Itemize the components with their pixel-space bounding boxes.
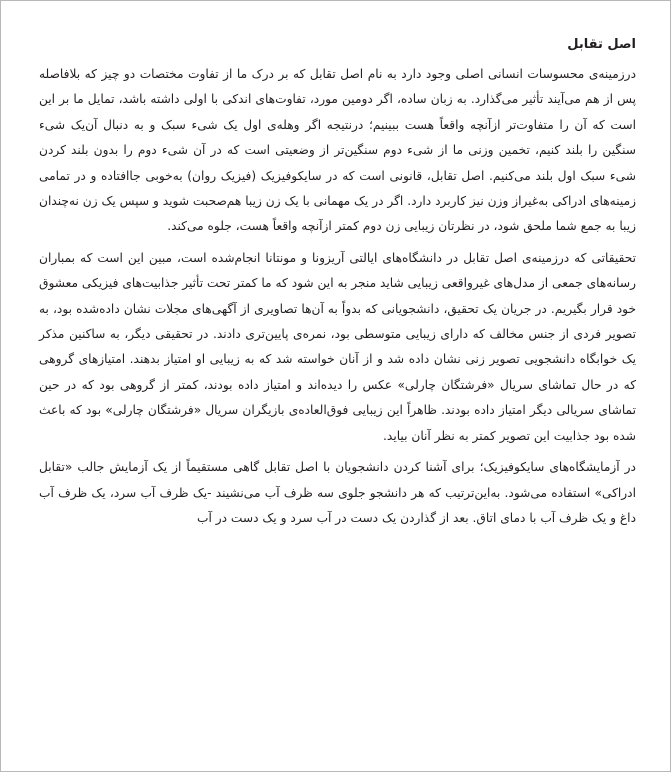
paragraph-3: در آزمایشگاه‌های سایکوفیزیک؛ برای آشنا کردن دانشجویان با اصل تقابل گاهی مستقیماً از یک آزمایش جالب «تقابل ادراکی» استفاده می‌شود. به‌این‌ترتیب که هر دانشجو جلوی سه ظرف آب می‌نشیند -یک ظرف آب سرد، یک ظرف آب داغ و یک ظرف آب با دمای اتاق. بعد از گذاردن یک دست در آب سرد و یک دست در آب (39, 460, 636, 525)
paragraph-1: درزمینه‌ی محسوسات انسانی اصلی وجود دارد به نام اصل تقابل که بر درک ما از تفاوت مختصات دو چیز که بلافاصله پس از هم می‌آیند تأثیر می‌گذارد. به زبان ساده، اگر دومین مورد، تفاوت‌های اندکی با اولی داشته باشد، تمایل ما بر این است که آن را متفاوت‌تر ازآنچه واقعاً هست ببینیم؛ درنتیجه اگر وهله‌ی اول یک شیء سبک و به دنبال آن‌یک شیء سنگین را بلند کنیم، تخمین وزنی ما از شیء دوم سنگین‌تر از وضعیتی است که در آن شیء دوم را بدون بلند کردن شیء سبک اول بلند می‌کنیم. اصل تقابل، قانونی است که در سایکوفیزیک (فیزیک روان) به‌خوبی جاافتاده و در تمامی زمینه‌های ادراکی به‌غیراز وزن نیز کاربرد دارد. اگر در یک مهمانی با یک زن زیبا هم‌صحبت شوید و سپس یک زن نه‌چندان زیبا به جمع شما ملحق شود، در نظرتان زیبایی زن دوم کمتر ازآنچه واقعاً هست، جلوه می‌کند. (39, 67, 636, 234)
section-title: اصل تقابل (567, 37, 636, 52)
document-body (39, 37, 636, 531)
paragraph-2: تحقیقاتی که درزمینه‌ی اصل تقابل در دانشگاه‌های ایالتی آریزونا و مونتانا انجام‌شده است، مبین این است که بمباران رسانه‌های جمعی از مدل‌های غیرواقعی زیبایی شاید منجر به این شود که ما کمتر تحت تأثیر جذابیت‌های فیزیکی معشوق خود قرار بگیریم. در جریان یک تحقیق، دانشجویانی که بدواً به آن‌ها تصاویری از آگهی‌های مجلات نشان داده‌شده بود، به تصویر فردی از جنس مخالف که دارای زیبایی متوسطی بود، نمره‌ی پایین‌تری دادند. در تحقیقی دیگر، به ساکنین مذکر یک خوابگاه دانشجویی تصویر زنی نشان داده شد و از آنان خواسته شد که به زیبایی او امتیاز بدهند. امتیازهای گروهی که در حال تماشای سریال «فرشتگان چارلی» عکس را دیده‌اند و امتیاز داده بودند، کمتر از گروهی بود که در حین تماشای سریالی دیگر امتیاز داده بودند. ظاهراً این زیبایی فوق‌العاده‌ی بازیگران سریال «فرشتگان چارلی» بود که باعث شده بود جذابیت این تصویر کمتر به نظر آنان بیاید. (39, 250, 636, 443)
